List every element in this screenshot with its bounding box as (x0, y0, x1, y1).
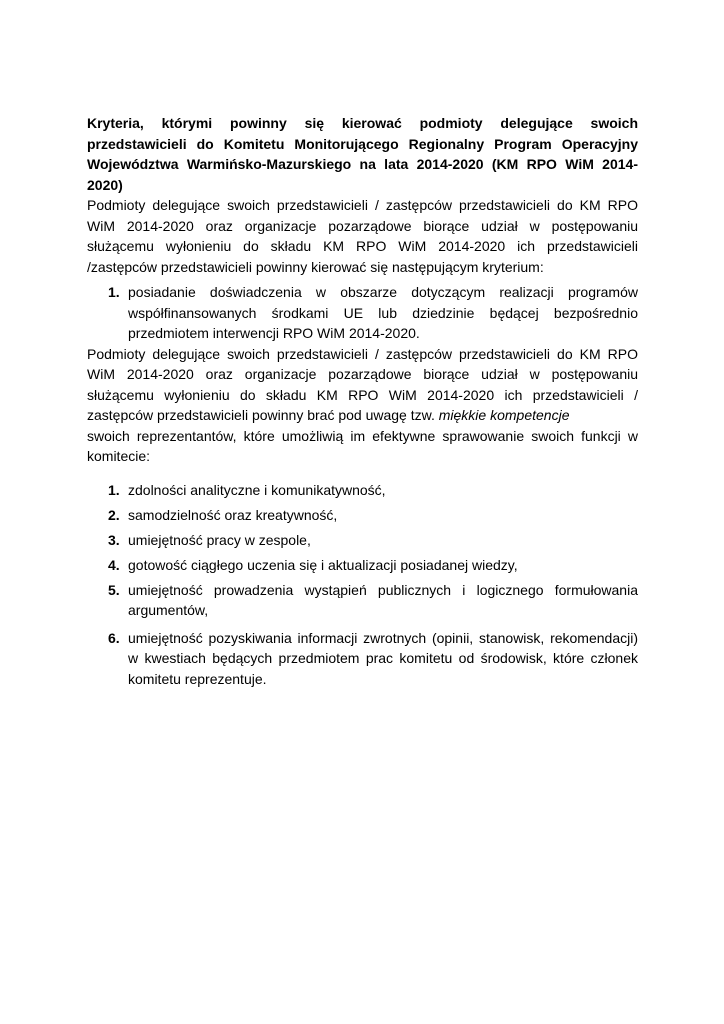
list-item-number: 2. (108, 506, 120, 523)
list-item-number: 6. (108, 629, 120, 646)
list-item (87, 282, 638, 344)
criteria-intro-paragraph: Podmioty delegujące swoich przedstawicieli / zastępców przedstawicieli do KM RPO WiM 2014-2020 oraz organizacje pozarządowe biorące udział w postępowaniu służącemu wyłonieniu do składu KM RPO WiM 2014-2020 ich przedstawicieli /zastępców przedstawicieli powinny kierować się następującym kryterium: (87, 197, 638, 275)
list-item-text: gotowość ciągłego uczenia się i aktualizacji posiadanej wiedzy, (128, 556, 518, 573)
list-item-number: 4. (108, 556, 120, 573)
list-item-number: 1. (108, 284, 120, 300)
list-item (87, 505, 638, 526)
document-page (87, 113, 638, 694)
soft-skills-list (87, 480, 638, 690)
list-item (87, 555, 638, 576)
list-item-number: 5. (108, 581, 120, 598)
list-item (87, 628, 638, 690)
list-item (87, 480, 638, 501)
document-title: Kryteria, którymi powinny się kierować podmioty delegujące swoich przedstawicieli do Komitetu Monitorującego Regionalny Program Operacyjny Województwa Warmińsko-Mazurskiego na lata 2014-2020 (KM RPO WiM 2014-2020) (87, 115, 638, 193)
list-item-text: umiejętność prowadzenia wystąpień publicznych i logicznego formułowania argumentów, (128, 581, 638, 618)
paragraph-text-before: Podmioty delegujące swoich przedstawicieli / zastępców przedstawicieli do KM RPO WiM 2014-2020 oraz organizacje pozarządowe biorące udział w postępowaniu służącemu wyłonieniu do składu KM RPO WiM 2014-2020 ich przedstawicieli / zastępców przedstawicieli powinny brać pod uwagę tzw. (87, 345, 638, 423)
list-item (87, 580, 638, 621)
list-item-text: umiejętność pracy w zespole, (128, 531, 311, 548)
soft-skills-emphasis: miękkie kompetencje (438, 407, 570, 423)
list-item (87, 530, 638, 551)
list-item-text: zdolności analityczne i komunikatywność, (128, 481, 386, 498)
soft-skills-intro-paragraph (87, 344, 638, 467)
list-item-text: posiadanie doświadczenia w obszarze dotyczącym realizacji programów współfinansowanych środkami UE lub dziedzinie będącej bezpośrednio przedmiotem interwencji RPO WiM 2014-2020. (128, 284, 638, 341)
list-item-text: samodzielność oraz kreatywność, (128, 506, 338, 523)
list-item-number: 3. (108, 531, 120, 548)
list-item-text: umiejętność pozyskiwania informacji zwrotnych (opinii, stanowisk, rekomendacji) w kwestiach będących przedmiotem prac komitetu od środowisk, które członek komitetu reprezentuje. (128, 629, 638, 687)
list-item-number: 1. (108, 481, 120, 498)
paragraph-text-after: swoich reprezentantów, które umożliwią im efektywne sprawowanie swoich funkcji w komitecie: (87, 427, 638, 464)
criteria-list (87, 282, 638, 344)
